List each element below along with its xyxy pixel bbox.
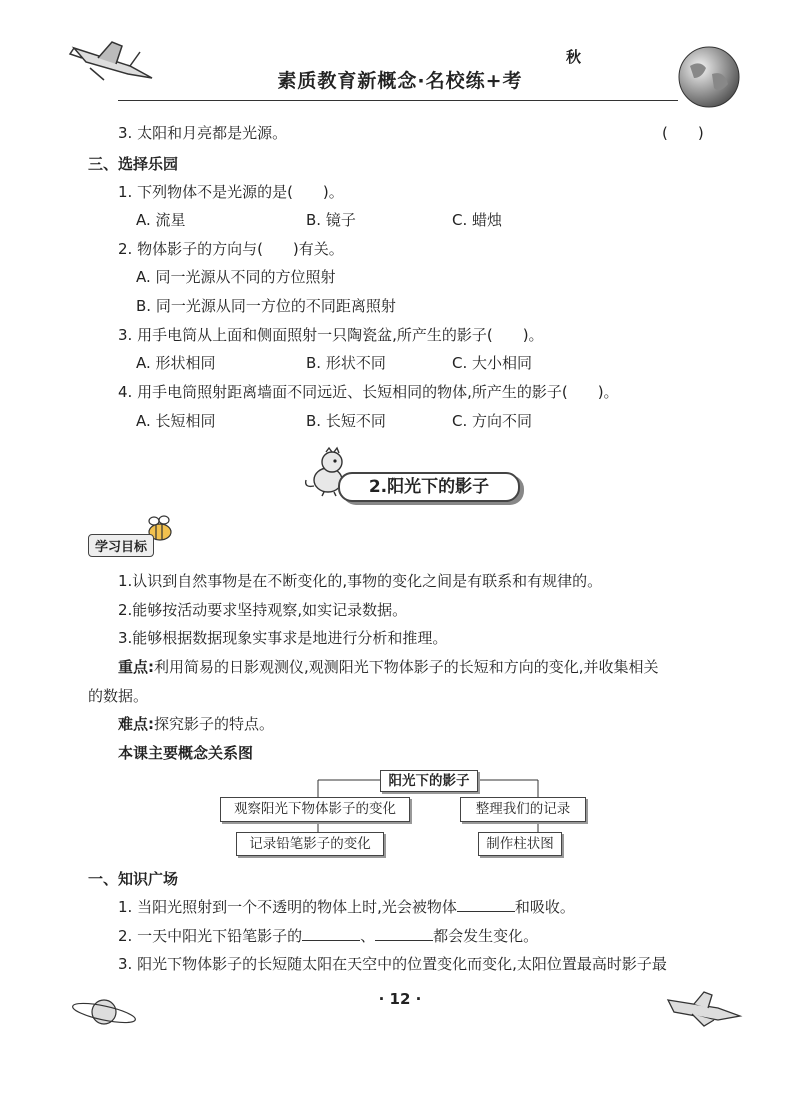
key-point-label: 重点: [118, 658, 154, 676]
q1-option-a: A. 流星 [136, 211, 186, 229]
space-shuttle-small-icon [664, 986, 744, 1030]
q1-option-c: C. 蜡烛 [452, 211, 503, 229]
q2-option-a: A. 同一光源从不同的方位照射 [136, 268, 336, 286]
q2-option-b: B. 同一光源从同一方位的不同距离照射 [136, 297, 396, 315]
concept-right: 整理我们的记录 [460, 797, 586, 822]
goal-item-2: 2.能够按活动要求坚持观察,如实记录数据。 [118, 601, 408, 619]
section-heading-choice: 三、选择乐园 [88, 155, 179, 173]
fill-q2-part-c: 都会发生变化。 [433, 927, 539, 945]
concept-left: 观察阳光下物体影子的变化 [220, 797, 410, 822]
hard-point-label: 难点: [118, 715, 154, 733]
q3-option-c: C. 大小相同 [452, 354, 533, 372]
fill-blank[interactable] [302, 926, 360, 941]
key-point-cont: 的数据。 [88, 687, 149, 705]
fill-question-2 [118, 925, 538, 946]
q3-option-b: B. 形状不同 [306, 354, 386, 372]
goal-item-1: 1.认识到自然事物是在不断变化的,事物的变化之间是有联系和有规律的。 [118, 572, 603, 590]
choice-question-1: 1. 下列物体不是光源的是( )。 [118, 183, 344, 201]
section-heading-knowledge: 一、知识广场 [88, 870, 179, 888]
concept-left-child: 记录铅笔影子的变化 [236, 832, 384, 856]
answer-bracket: ( ) [662, 124, 704, 142]
q4-option-c: C. 方向不同 [452, 412, 533, 430]
q4-option-b: B. 长短不同 [306, 412, 386, 430]
concept-right-child: 制作柱状图 [478, 832, 562, 856]
q1-option-b: B. 镜子 [306, 211, 356, 229]
goal-item-3: 3.能够根据数据现象实事求是地进行分析和推理。 [118, 629, 448, 647]
lesson-title: 2.阳光下的影子 [338, 472, 520, 502]
q4-option-a: A. 长短相同 [136, 412, 216, 430]
fill-question-3: 3. 阳光下物体影子的长短随太阳在天空中的位置变化而变化,太阳位置最高时影子最 [118, 955, 667, 973]
fill-q1-part-a: 1. 当阳光照射到一个不透明的物体上时,光会被物体 [118, 898, 457, 916]
choice-question-4: 4. 用手电筒照射距离墙面不同远近、长短相同的物体,所产生的影子( )。 [118, 383, 619, 401]
learning-goals-tag: 学习目标 [88, 534, 154, 557]
fill-q2-part-b: 、 [360, 927, 376, 945]
fill-q2-part-a: 2. 一天中阳光下铅笔影子的 [118, 927, 303, 945]
judge-item-3: 3. 太阳和月亮都是光源。 [118, 124, 288, 142]
hard-point-text: 探究影子的特点。 [154, 715, 275, 733]
q3-option-a: A. 形状相同 [136, 354, 216, 372]
choice-question-2: 2. 物体影子的方向与( )有关。 [118, 240, 344, 258]
key-point-text: 利用简易的日影观测仪,观测阳光下物体影子的长短和方向的变化,并收集相关 [154, 658, 659, 676]
choice-question-3: 3. 用手电筒从上面和侧面照射一只陶瓷盆,所产生的影子( )。 [118, 326, 544, 344]
fill-question-1 [118, 896, 575, 917]
book-title: 素质教育新概念·名校练+考 [277, 70, 523, 92]
concept-root: 阳光下的影子 [380, 770, 478, 792]
fill-q1-part-b: 和吸收。 [514, 898, 575, 916]
concept-map-heading: 本课主要概念关系图 [118, 744, 254, 762]
fill-blank[interactable] [457, 897, 515, 912]
fill-blank[interactable] [375, 926, 433, 941]
page-number: · 12 · [378, 990, 422, 1008]
season-label: 秋 [566, 48, 582, 66]
